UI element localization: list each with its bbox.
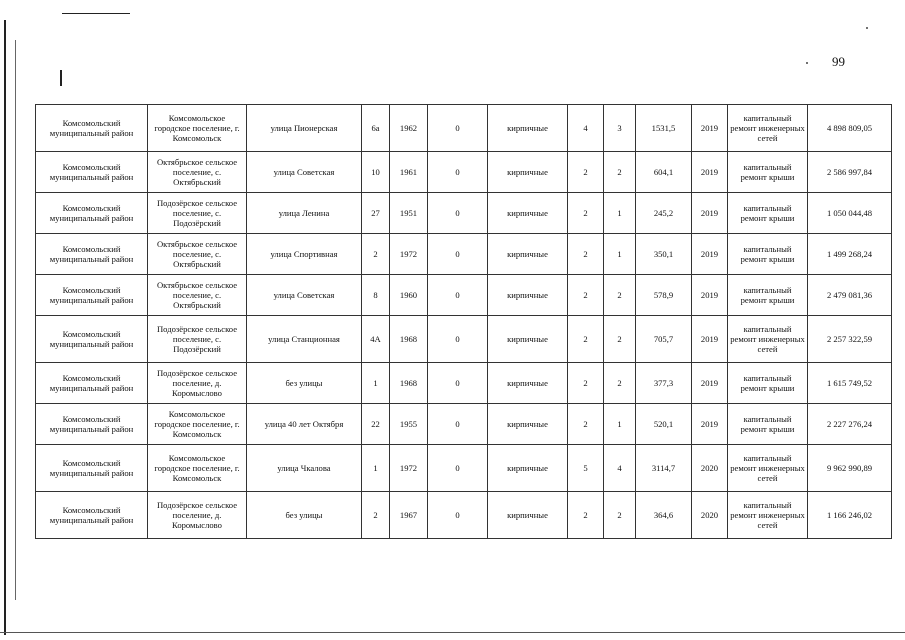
cell-cost: 9 962 990,89 [808,445,892,492]
cell-settlement: Комсомольское городское поселение, г. Комсомольск [148,105,247,152]
cell-work: капитальный ремонт инженерных сетей [728,492,808,539]
scan-top-mark [62,13,130,14]
table-row [36,445,892,492]
cell-street: улица Спортивная [247,234,362,275]
table-row [36,234,892,275]
cell-year: 1968 [390,316,428,363]
cell-street: без улицы [247,492,362,539]
cell-work-year: 2020 [692,445,728,492]
cell-district: Комсомольский муниципальный район [36,234,148,275]
cell-col6: 0 [428,445,488,492]
cell-house: 22 [362,404,390,445]
cell-floors: 2 [568,492,604,539]
cell-cost: 1 166 246,02 [808,492,892,539]
cell-district: Комсомольский муниципальный район [36,152,148,193]
cell-work-year: 2019 [692,152,728,193]
cell-material: кирпичные [488,105,568,152]
cell-area: 364,6 [636,492,692,539]
cell-street: улица Ленина [247,193,362,234]
cell-material: кирпичные [488,275,568,316]
cell-col6: 0 [428,193,488,234]
cell-area: 705,7 [636,316,692,363]
cell-settlement: Октябрьское сельское поселение, с. Октябрьский [148,234,247,275]
cell-cost: 1 499 268,24 [808,234,892,275]
cell-area: 604,1 [636,152,692,193]
scan-left-margin-line-2 [15,40,16,600]
cell-floors: 2 [568,234,604,275]
cell-cost: 1 050 044,48 [808,193,892,234]
cell-entrances: 3 [604,105,636,152]
cell-settlement: Подозёрское сельское поселение, д. Коромыслово [148,492,247,539]
cell-work: капитальный ремонт крыши [728,275,808,316]
cell-area: 520,1 [636,404,692,445]
cell-cost: 2 257 322,59 [808,316,892,363]
cell-entrances: 2 [604,363,636,404]
cell-work-year: 2019 [692,363,728,404]
scan-speck [806,62,808,64]
cell-settlement: Комсомольское городское поселение, г. Комсомольск [148,445,247,492]
cell-district: Комсомольский муниципальный район [36,105,148,152]
cell-material: кирпичные [488,363,568,404]
cell-year: 1972 [390,445,428,492]
cell-work: капитальный ремонт крыши [728,193,808,234]
table-row [36,404,892,445]
cell-cost: 2 586 997,84 [808,152,892,193]
cell-work: капитальный ремонт инженерных сетей [728,316,808,363]
cell-settlement: Октябрьское сельское поселение, с. Октябрьский [148,152,247,193]
cell-area: 245,2 [636,193,692,234]
cell-floors: 2 [568,193,604,234]
cell-district: Комсомольский муниципальный район [36,445,148,492]
scan-bottom-line [0,632,905,633]
cell-floors: 2 [568,363,604,404]
cell-cost: 2 479 081,36 [808,275,892,316]
cell-settlement: Комсомольское городское поселение, г. Комсомольск [148,404,247,445]
cell-floors: 2 [568,152,604,193]
cell-work: капитальный ремонт инженерных сетей [728,105,808,152]
cell-entrances: 1 [604,234,636,275]
cell-area: 578,9 [636,275,692,316]
cell-col6: 0 [428,105,488,152]
cell-material: кирпичные [488,152,568,193]
cell-house: 1 [362,445,390,492]
cell-district: Комсомольский муниципальный район [36,316,148,363]
cell-entrances: 2 [604,492,636,539]
cell-work-year: 2019 [692,234,728,275]
cell-col6: 0 [428,492,488,539]
cell-work: капитальный ремонт крыши [728,234,808,275]
cell-street: улица 40 лет Октября [247,404,362,445]
cell-entrances: 2 [604,152,636,193]
cell-street: улица Советская [247,152,362,193]
scan-speck [866,27,868,29]
cell-house: 1 [362,363,390,404]
housing-registry-table [35,104,892,539]
cell-col6: 0 [428,275,488,316]
cell-house: 27 [362,193,390,234]
cell-floors: 5 [568,445,604,492]
cell-work: капитальный ремонт инженерных сетей [728,445,808,492]
page-number: 99 [832,54,845,69]
cell-year: 1972 [390,234,428,275]
cell-cost: 1 615 749,52 [808,363,892,404]
cell-year: 1951 [390,193,428,234]
cell-col6: 0 [428,404,488,445]
table-row [36,105,892,152]
cell-street: улица Станционная [247,316,362,363]
cell-area: 3114,7 [636,445,692,492]
cell-work: капитальный ремонт крыши [728,363,808,404]
cell-entrances: 1 [604,193,636,234]
cell-house: 6а [362,105,390,152]
cell-work-year: 2019 [692,404,728,445]
cell-year: 1961 [390,152,428,193]
scan-left-margin-line [4,20,6,635]
cell-floors: 2 [568,275,604,316]
cell-material: кирпичные [488,445,568,492]
cell-street: без улицы [247,363,362,404]
table-row [36,275,892,316]
cell-material: кирпичные [488,492,568,539]
cell-work-year: 2020 [692,492,728,539]
table-row [36,492,892,539]
cell-year: 1955 [390,404,428,445]
cell-floors: 2 [568,404,604,445]
cell-house: 2 [362,234,390,275]
cell-settlement: Октябрьское сельское поселение, с. Октябрьский [148,275,247,316]
cell-street: улица Чкалова [247,445,362,492]
cell-street: улица Советская [247,275,362,316]
table-row [36,152,892,193]
table-body [36,105,892,539]
cell-house: 10 [362,152,390,193]
cell-col6: 0 [428,363,488,404]
cell-work-year: 2019 [692,275,728,316]
cell-year: 1968 [390,363,428,404]
cell-settlement: Подозёрское сельское поселение, с. Подозёрский [148,316,247,363]
cell-work-year: 2019 [692,316,728,363]
cell-entrances: 4 [604,445,636,492]
cell-year: 1960 [390,275,428,316]
cell-street: улица Пионерская [247,105,362,152]
cell-col6: 0 [428,152,488,193]
cell-col6: 0 [428,234,488,275]
table-row [36,316,892,363]
cell-district: Комсомольский муниципальный район [36,492,148,539]
table-row [36,363,892,404]
cell-area: 377,3 [636,363,692,404]
cell-material: кирпичные [488,316,568,363]
cell-cost: 2 227 276,24 [808,404,892,445]
cell-entrances: 1 [604,404,636,445]
cell-material: кирпичные [488,193,568,234]
cell-settlement: Подозёрское сельское поселение, с. Подозёрский [148,193,247,234]
cell-house: 2 [362,492,390,539]
cell-year: 1967 [390,492,428,539]
cell-entrances: 2 [604,275,636,316]
cell-district: Комсомольский муниципальный район [36,193,148,234]
cell-col6: 0 [428,316,488,363]
cell-work-year: 2019 [692,105,728,152]
cell-material: кирпичные [488,404,568,445]
scan-cursor-mark [60,70,62,86]
cell-material: кирпичные [488,234,568,275]
cell-area: 350,1 [636,234,692,275]
cell-area: 1531,5 [636,105,692,152]
cell-work-year: 2019 [692,193,728,234]
cell-house: 8 [362,275,390,316]
cell-entrances: 2 [604,316,636,363]
cell-house: 4А [362,316,390,363]
cell-work: капитальный ремонт крыши [728,152,808,193]
cell-district: Комсомольский муниципальный район [36,275,148,316]
cell-settlement: Подозёрское сельское поселение, д. Коромыслово [148,363,247,404]
cell-floors: 4 [568,105,604,152]
table-row [36,193,892,234]
cell-district: Комсомольский муниципальный район [36,363,148,404]
cell-year: 1962 [390,105,428,152]
cell-work: капитальный ремонт крыши [728,404,808,445]
cell-cost: 4 898 809,05 [808,105,892,152]
cell-floors: 2 [568,316,604,363]
cell-district: Комсомольский муниципальный район [36,404,148,445]
